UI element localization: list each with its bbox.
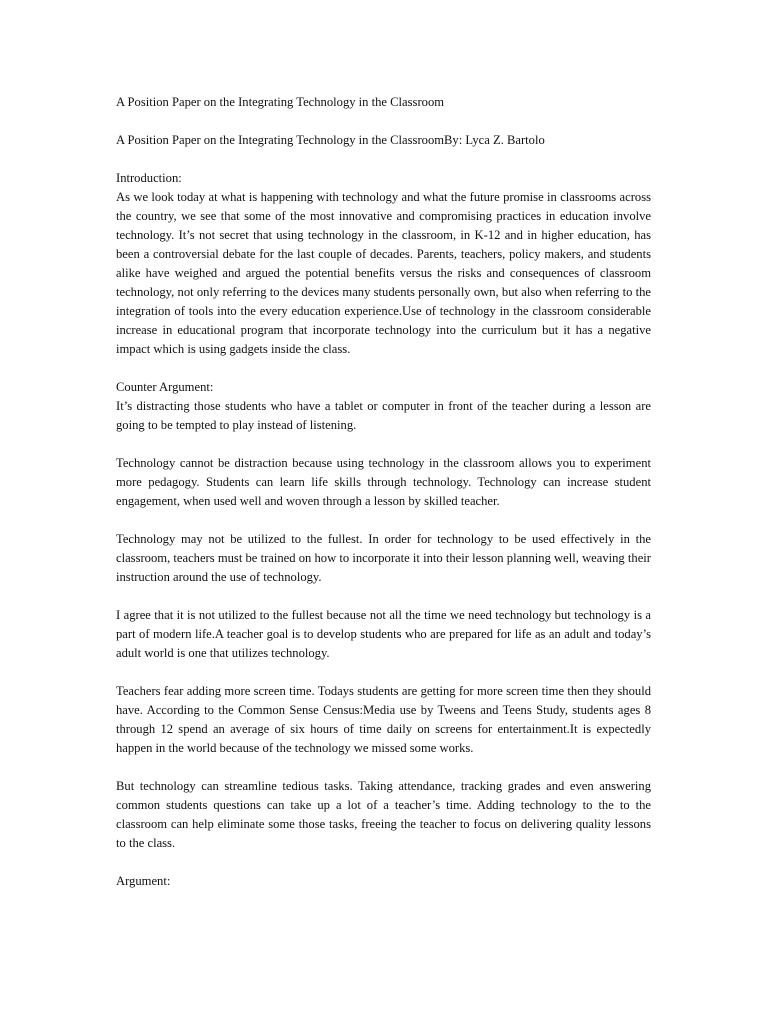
- counter-argument-paragraph-2: Technology cannot be distraction because using technology in the classroom allows you to experiment more pedagogy. Students can learn life skills through technology. Technology can increase student engagement, when used well and woven through a lesson by skilled teacher.: [116, 456, 651, 508]
- counter-argument-paragraph-5: Teachers fear adding more screen time. Todays students are getting for more screen time then they should have. According to the Common Sense Census:Media use by Tweens and Teens Study, students ages 8 through 12 spend an average of six hours of time daily on screens for entertainment.It is expectedly happen in the world because of the technology we missed some works.: [116, 684, 651, 755]
- introduction-heading: Introduction:: [116, 171, 182, 185]
- introduction-paragraph: As we look today at what is happening with technology and what the future promise in classrooms across the country, we see that some of the most innovative and compromising practices in education involve technology. It’s not secret that using technology in the classroom, in K-12 and in higher education, has been a controversial debate for the last couple of decades. Parents, teachers, policy makers, and students alike have weighed and argued the potential benefits versus the risks and consequences of classroom technology, not only referring to the devices many students personally own, but also when referring to the integration of tools into the every education experience.Use of technology in the classroom considerable increase in educational program that incorporate technology into the curriculum but it has a negative impact which is using gadgets inside the class.: [116, 190, 651, 356]
- document-page: [116, 93, 651, 891]
- document-byline: A Position Paper on the Integrating Technology in the ClassroomBy: Lyca Z. Bartolo: [116, 133, 545, 147]
- counter-argument-heading: Counter Argument:: [116, 380, 214, 394]
- counter-argument-paragraph-1: It’s distracting those students who have a tablet or computer in front of the teacher during a lesson are going to be tempted to play instead of listening.: [116, 399, 651, 432]
- counter-argument-paragraph-4: I agree that it is not utilized to the fullest because not all the time we need technology but technology is a part of modern life.A teacher goal is to develop students who are prepared for life as an adult and today’s adult world is one that utilizes technology.: [116, 608, 651, 660]
- document-title: A Position Paper on the Integrating Technology in the Classroom: [116, 95, 445, 109]
- counter-argument-paragraph-3: Technology may not be utilized to the fullest. In order for technology to be used effectively in the classroom, teachers must be trained on how to incorporate it into their lesson planning well, weaving their instruction around the use of technology.: [116, 532, 651, 584]
- argument-heading: Argument:: [116, 874, 171, 888]
- counter-argument-paragraph-6: But technology can streamline tedious tasks. Taking attendance, tracking grades and even answering common students questions can take up a lot of a teacher’s time. Adding technology to the to the classroom can help eliminate some those tasks, freeing the teacher to focus on delivering quality lessons to the class.: [116, 779, 651, 850]
